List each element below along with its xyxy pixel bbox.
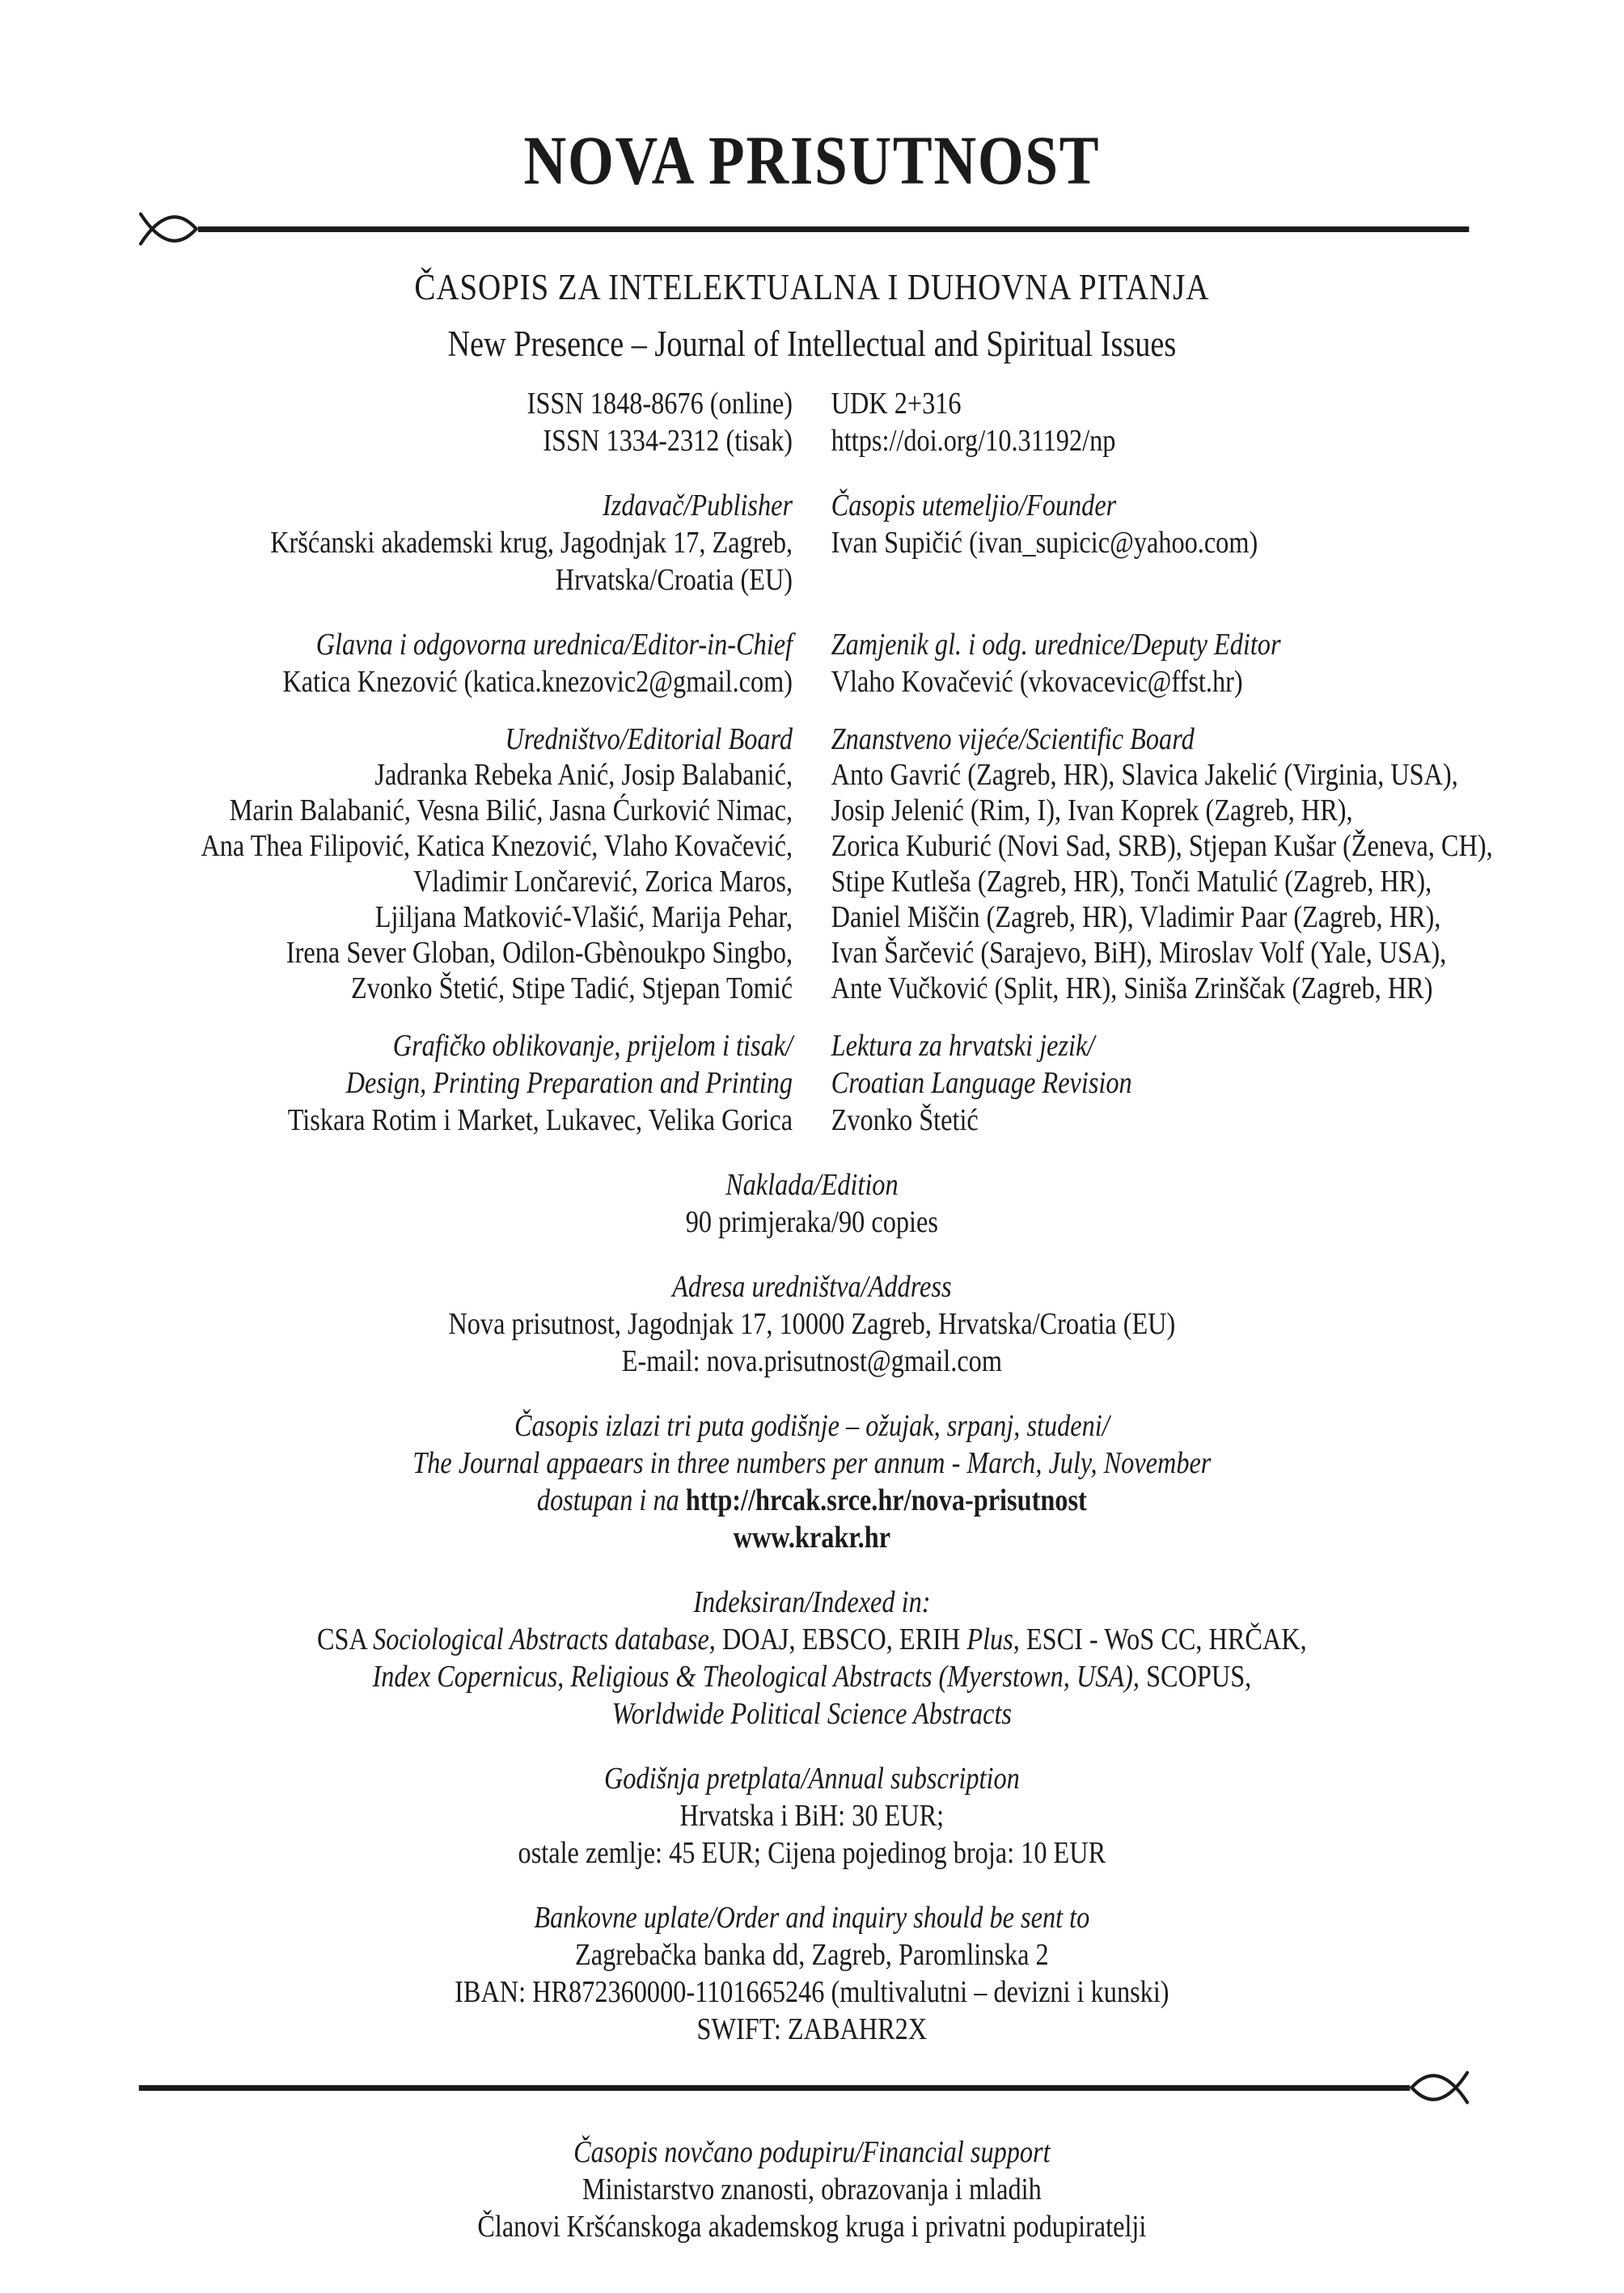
design-label-english: Design, Printing Preparation and Printing (345, 1066, 793, 1100)
edition-label: Naklada/Edition (725, 1168, 899, 1202)
scientific-board-line: Ante Vučković (Split, HR), Siniša Zrinščak (Zagreb, HR) (831, 971, 1433, 1005)
issn-print: ISSN 1334-2312 (tisak) (543, 424, 793, 458)
bottom-divider (139, 2069, 1470, 2106)
editorial-board-line: Marin Balabanić, Vesna Bilić, Jasna Ćurković Nimac, (229, 793, 793, 827)
publisher-founder-row (0, 487, 1624, 599)
address-line: Nova prisutnost, Jagodnjak 17, 10000 Zagreb, Hrvatska/Croatia (EU) (448, 1307, 1176, 1341)
deputy-editor-label: Zamjenik gl. i odg. urednice/Deputy Editor (831, 628, 1281, 662)
editor-in-chief-block (77, 626, 793, 700)
edition-value: 90 primjeraka/90 copies (685, 1205, 938, 1239)
masthead (0, 123, 1624, 364)
indexed-text: CSA (316, 1622, 374, 1656)
indexed-line (41, 1621, 1583, 1658)
availability-prefix: dostupan i na (536, 1483, 686, 1517)
frequency-section (0, 1407, 1624, 1556)
subscription-label: Godišnja pretplata/Annual subscription (603, 1762, 1020, 1796)
address-email: E-mail: nova.prisutnost@gmail.com (621, 1344, 1002, 1378)
frequency-line-croatian: Časopis izlazi tri puta godišnje – ožujak, srpanj, studeni/ (514, 1409, 1110, 1443)
divider-line (139, 2085, 1410, 2091)
founder-block (831, 487, 1547, 599)
design-value: Tiskara Rotim i Market, Lukavec, Velika Gorica (287, 1103, 793, 1137)
financial-support-line: Ministarstvo znanosti, obrazovanja i mladih (582, 2172, 1042, 2206)
deputy-editor-value: Vlaho Kovačević (vkovacevic@ffst.hr) (831, 665, 1243, 699)
scientific-board-line: Daniel Miščin (Zagreb, HR), Vladimir Paar (Zagreb, HR), (831, 900, 1441, 934)
indexed-line: Worldwide Political Science Abstracts (611, 1697, 1013, 1731)
journal-subtitle-croatian: ČASOPIS ZA INTELEKTUALNA I DUHOVNA PITANJA (414, 266, 1210, 307)
scientific-board-block (831, 721, 1547, 1006)
scientific-board-line: Anto Gavrić (Zagreb, HR), Slavica Jakelić (Virginia, USA), (831, 758, 1458, 792)
bank-swift: SWIFT: ZABAHR2X (696, 2012, 928, 2046)
hrcak-url[interactable]: http://hrcak.srce.hr/nova-prisutnost (685, 1483, 1087, 1517)
design-label-croatian: Grafičko oblikovanje, prijelom i tisak/ (392, 1029, 793, 1063)
design-revision-row (0, 1027, 1624, 1139)
editorial-board-line: Jadranka Rebeka Anić, Josip Balabanić, (374, 758, 793, 792)
founder-value: Ivan Supičić (ivan_supicic@yahoo.com) (831, 526, 1258, 560)
indexed-line (41, 1658, 1583, 1695)
bank-label: Bankovne uplate/Order and inquiry should be sent to (534, 1901, 1090, 1935)
scientific-board-line: Stipe Kutleša (Zagreb, HR), Tonči Matulić (Zagreb, HR), (831, 865, 1432, 899)
issn-block (77, 385, 793, 459)
indexed-text: DOAJ, EBSCO, ERIH (715, 1622, 967, 1656)
editorial-board-line: Zvonko Štetić, Stipe Tadić, Stjepan Tomić (351, 971, 793, 1005)
subscription-line: Hrvatska i BiH: 30 EUR; (679, 1799, 945, 1833)
design-block (77, 1027, 793, 1139)
editorial-board-line: Vladimir Lončarević, Zorica Maros, (412, 865, 793, 899)
language-revision-label-croatian: Lektura za hrvatski jezik/ (831, 1029, 1095, 1063)
issn-online: ISSN 1848-8676 (online) (527, 387, 793, 421)
ichthys-fish-icon (1410, 2069, 1469, 2106)
language-revision-label-english: Croatian Language Revision (831, 1066, 1132, 1100)
boards-row (0, 721, 1624, 1006)
scientific-board-line: Josip Jelenić (Rim, I), Ivan Koprek (Zagreb, HR), (831, 793, 1353, 827)
publisher-block (77, 487, 793, 599)
editorial-board-line: Irena Sever Globan, Odilon-Gbènoukpo Singbo, (285, 936, 793, 970)
udk-doi-block (831, 385, 1547, 459)
language-revision-block (831, 1027, 1547, 1139)
doi-url: https://doi.org/10.31192/np (831, 424, 1116, 458)
divider-line (198, 226, 1470, 232)
editor-in-chief-value: Katica Knezović (katica.knezovic2@gmail.com) (282, 665, 793, 699)
language-revision-value: Zvonko Štetić (831, 1103, 979, 1137)
publisher-label: Izdavač/Publisher (603, 489, 793, 522)
scientific-board-label: Znanstveno vijeće/Scientific Board (831, 722, 1195, 756)
financial-support-section (0, 2134, 1624, 2245)
edition-section (0, 1166, 1624, 1241)
editor-in-chief-label: Glavna i odgovorna urednica/Editor-in-Chief (315, 628, 793, 662)
indexed-text: Sociological Abstracts database, (373, 1622, 716, 1656)
editorial-board-line: Ana Thea Filipović, Katica Knezović, Vlaho Kovačević, (201, 829, 793, 863)
availability-line (41, 1482, 1583, 1519)
subscription-section (0, 1760, 1624, 1872)
publisher-line: Kršćanski akademski krug, Jagodnjak 17, Zagreb, (270, 526, 793, 560)
indexed-text: SCOPUS, (1139, 1660, 1252, 1694)
bank-iban: IBAN: HR872360000-1101665246 (multivalutni – devizni i kunski) (455, 1975, 1169, 2009)
indexed-section (0, 1584, 1624, 1732)
financial-support-label: Časopis novčano podupiru/Financial support (573, 2135, 1051, 2169)
issn-udk-row (0, 385, 1624, 459)
journal-title: NOVA PRISUTNOST (523, 121, 1101, 199)
indexed-text: , ESCI - WoS CC, HRČAK, (1013, 1622, 1307, 1656)
ichthys-fish-icon (139, 210, 198, 247)
bank-section (0, 1899, 1624, 2048)
scientific-board-line: Zorica Kuburić (Novi Sad, SRB), Stjepan Kušar (Ženeva, CH), (831, 829, 1493, 863)
editorial-board-block (77, 721, 793, 1006)
deputy-editor-block (831, 626, 1547, 700)
indexed-text: Index Copernicus, Religious & Theological Abstracts (Myerstown, USA), (372, 1660, 1140, 1694)
indexed-label: Indeksiran/Indexed in: (693, 1585, 931, 1619)
financial-support-line: Članovi Kršćanskoga akademskog kruga i privatni podupiratelji (477, 2210, 1147, 2244)
editorial-board-label: Uredništvo/Editorial Board (505, 722, 793, 756)
journal-subtitle-english: New Presence – Journal of Intellectual and Spiritual Issues (447, 324, 1177, 364)
bank-line: Zagrebačka banka dd, Zagreb, Paromlinska 2 (575, 1938, 1049, 1972)
founder-label: Časopis utemeljio/Founder (831, 489, 1117, 522)
frequency-line-english: The Journal appaears in three numbers per annum - March, July, November (412, 1446, 1212, 1480)
address-section (0, 1268, 1624, 1380)
scientific-board-line: Ivan Šarčević (Sarajevo, BiH), Miroslav Volf (Yale, USA), (831, 936, 1447, 970)
udk-number: UDK 2+316 (831, 387, 962, 421)
editors-row (0, 626, 1624, 700)
indexed-text: Plus (966, 1622, 1013, 1656)
krakr-url[interactable]: www.krakr.hr (733, 1521, 891, 1555)
publisher-line: Hrvatska/Croatia (EU) (555, 563, 793, 597)
address-label: Adresa uredništva/Address (672, 1270, 952, 1304)
editorial-board-line: Ljiljana Matković-Vlašić, Marija Pehar, (374, 900, 793, 934)
subscription-line: ostale zemlje: 45 EUR; Cijena pojedinog broja: 10 EUR (518, 1836, 1106, 1870)
top-divider (139, 210, 1470, 247)
